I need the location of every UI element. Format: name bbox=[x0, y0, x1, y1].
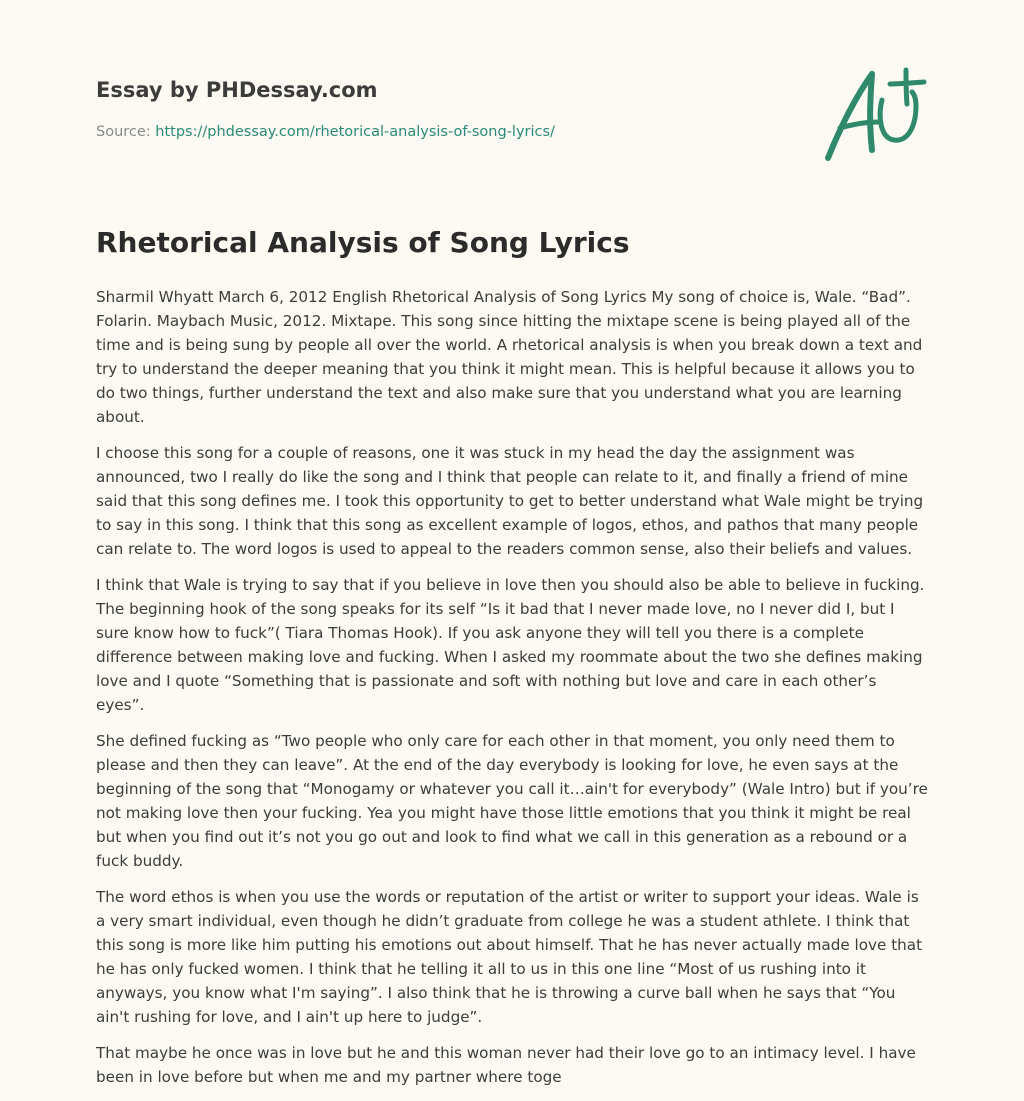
site-brand[interactable]: Essay by PHDessay.com bbox=[96, 78, 378, 102]
a-plus-logo-icon bbox=[820, 66, 930, 166]
essay-body bbox=[96, 285, 928, 1101]
essay-title: Rhetorical Analysis of Song Lyrics bbox=[96, 226, 630, 259]
source-label: Source: bbox=[96, 124, 156, 140]
essay-paragraph: She defined fucking as “Two people who only care for each other in that moment, you only need them to please and then they can leave”. At the end of the day everybody is looking for love, he even says at the beginning of the song that “Monogamy or whatever you call it…ain't for everybody” (Wale Intro) but if you’re not making love then your fucking. Yea you might have those little emotions that you think it might be real but when you find out it’s not you go out and look to find what we call in this generation as a rebound or a fuck buddy. bbox=[96, 732, 928, 870]
essay-paragraph: I choose this song for a couple of reasons, one it was stuck in my head the day the assignment was announced, two I really do like the song and I think that people can relate to it, and finally a friend of mine said that this song defines me. I took this opportunity to get to better understand what Wale might be trying to say in this song. I think that this song as excellent example of logos, ethos, and pathos that many people can relate to. The word logos is used to appeal to the readers common sense, also their beliefs and values. bbox=[96, 444, 924, 558]
essay-paragraph: Sharmil Whyatt March 6, 2012 English Rhetorical Analysis of Song Lyrics My song of choice is, Wale. “Bad”. Folarin. Maybach Music, 2012. Mixtape. This song since hitting the mixtape scene is being played all of the time and is being sung by people all over the world. A rhetorical analysis is when you break down a text and try to understand the deeper meaning that you think it might mean. This is helpful because it allows you to do two things, further understand the text and also make sure that you understand what you are learning about. bbox=[96, 288, 923, 426]
essay-paragraph: That maybe he once was in love but he and this woman never had their love go to an intimacy level. I have been in love before but when me and my partner where toge bbox=[96, 1044, 916, 1086]
source-link[interactable]: https://phdessay.com/rhetorical-analysis-of-song-lyrics/ bbox=[155, 124, 555, 140]
essay-paragraph: The word ethos is when you use the words or reputation of the artist or writer to support your ideas. Wale is a very smart individual, even though he didn’t graduate from college he was a student athlete. I think that this song is more like him putting his emotions out about himself. That he has never actually made love that he has only fucked women. I think that he telling it all to us in this one line “Most of us rushing into it anyways, you know what I'm saying”. I also think that he is throwing a curve ball when he says that “You ain't rushing for love, and I ain't up here to judge”. bbox=[96, 888, 923, 1026]
source-line bbox=[96, 124, 555, 140]
essay-paragraph: I think that Wale is trying to say that if you believe in love then you should also be able to believe in fucking. The beginning hook of the song speaks for its self “Is it bad that I never made love, no I never did I, but I sure know how to fuck”( Tiara Thomas Hook). If you ask anyone they will tell you there is a complete difference between making love and fucking. When I asked my roommate about the two she defines making love and I quote “Something that is passionate and soft with nothing but love and care in each other’s eyes”. bbox=[96, 576, 925, 714]
